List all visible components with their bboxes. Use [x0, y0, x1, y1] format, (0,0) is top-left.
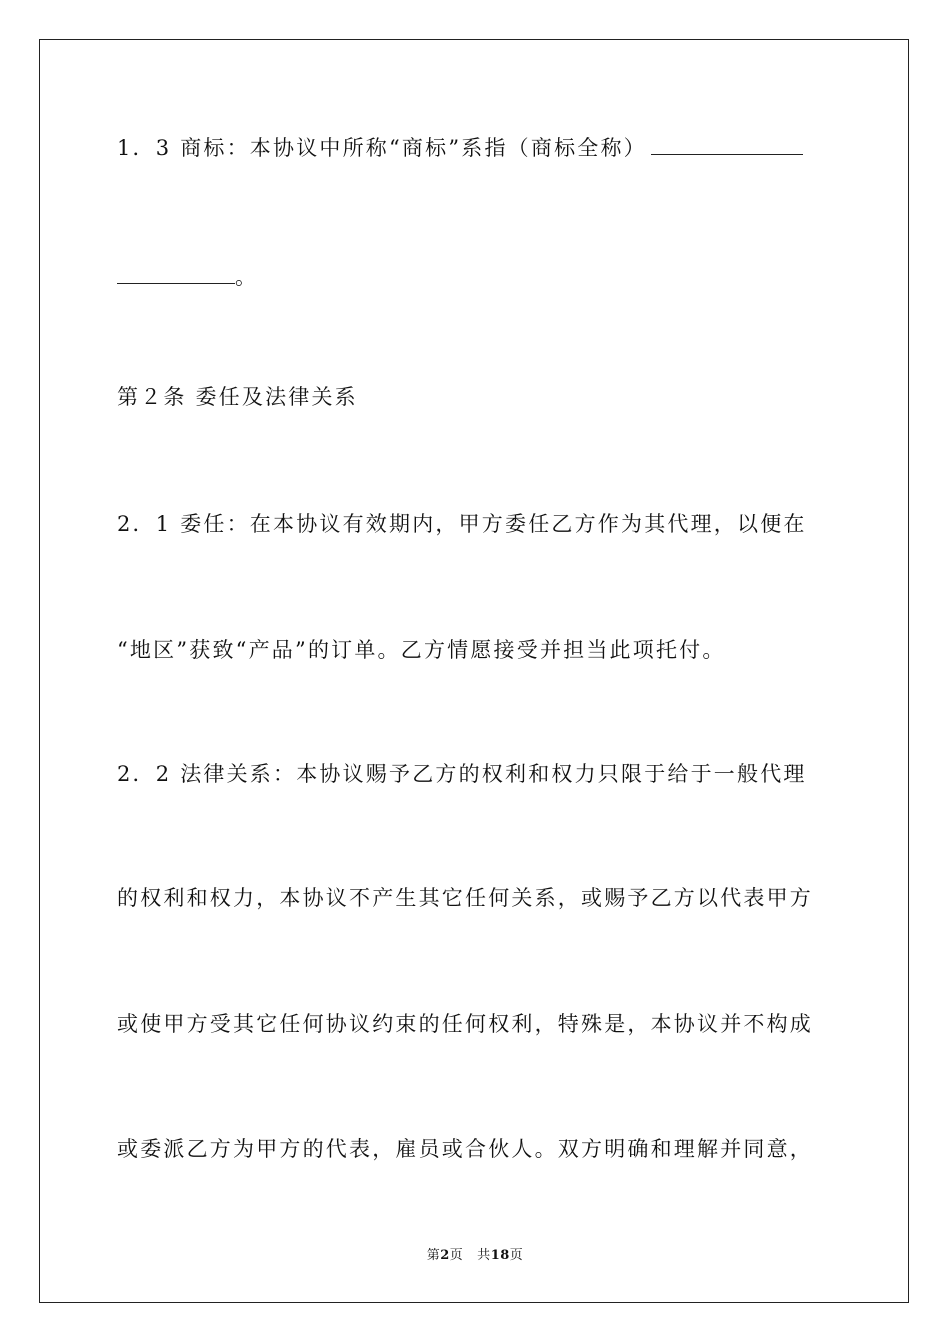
- page-border: [39, 39, 909, 1303]
- trademark-blank-2: [117, 265, 235, 284]
- footer-total-suffix: 页: [509, 1248, 524, 1263]
- footer-page-prefix: 第: [426, 1248, 441, 1263]
- page-footer: [0, 1247, 950, 1265]
- footer-page-suffix: 页: [449, 1248, 464, 1263]
- clause-2-2-line-4: 或委派乙方为甲方的代表，雇员或合伙人。双方明确和理解并同意，: [117, 1137, 813, 1161]
- trademark-blank-1: [651, 136, 803, 155]
- clause-1-3-line-2: [117, 263, 258, 291]
- article-2-heading: 第２条 委任及法律关系: [117, 385, 358, 409]
- footer-total-prefix: 共: [477, 1248, 491, 1263]
- clause-2-2-line-1: 2．2 法律关系：本协议赐予乙方的权利和权力只限于给于一般代理: [117, 762, 807, 786]
- clause-1-3-line-1: [117, 134, 803, 162]
- clause-1-3-end: 。: [235, 265, 259, 289]
- clause-2-2-line-3: 或使甲方受其它任何协议约束的任何权利，特殊是，本协议并不构成: [117, 1012, 813, 1036]
- clause-2-1-line-2: “地区”获致“产品”的订单。乙方情愿接受并担当此项托付。: [117, 638, 726, 662]
- footer-total-pages: 18: [490, 1248, 510, 1263]
- footer-page-number: 2: [440, 1248, 450, 1263]
- clause-2-1-line-1: 2．1 委任：在本协议有效期内，甲方委任乙方作为其代理，以便在: [117, 512, 807, 536]
- clause-1-3-text: 1．3 商标：本协议中所称“商标”系指（商标全称）: [117, 136, 647, 160]
- clause-2-2-line-2: 的权利和权力，本协议不产生其它任何关系，或赐予乙方以代表甲方: [117, 886, 813, 910]
